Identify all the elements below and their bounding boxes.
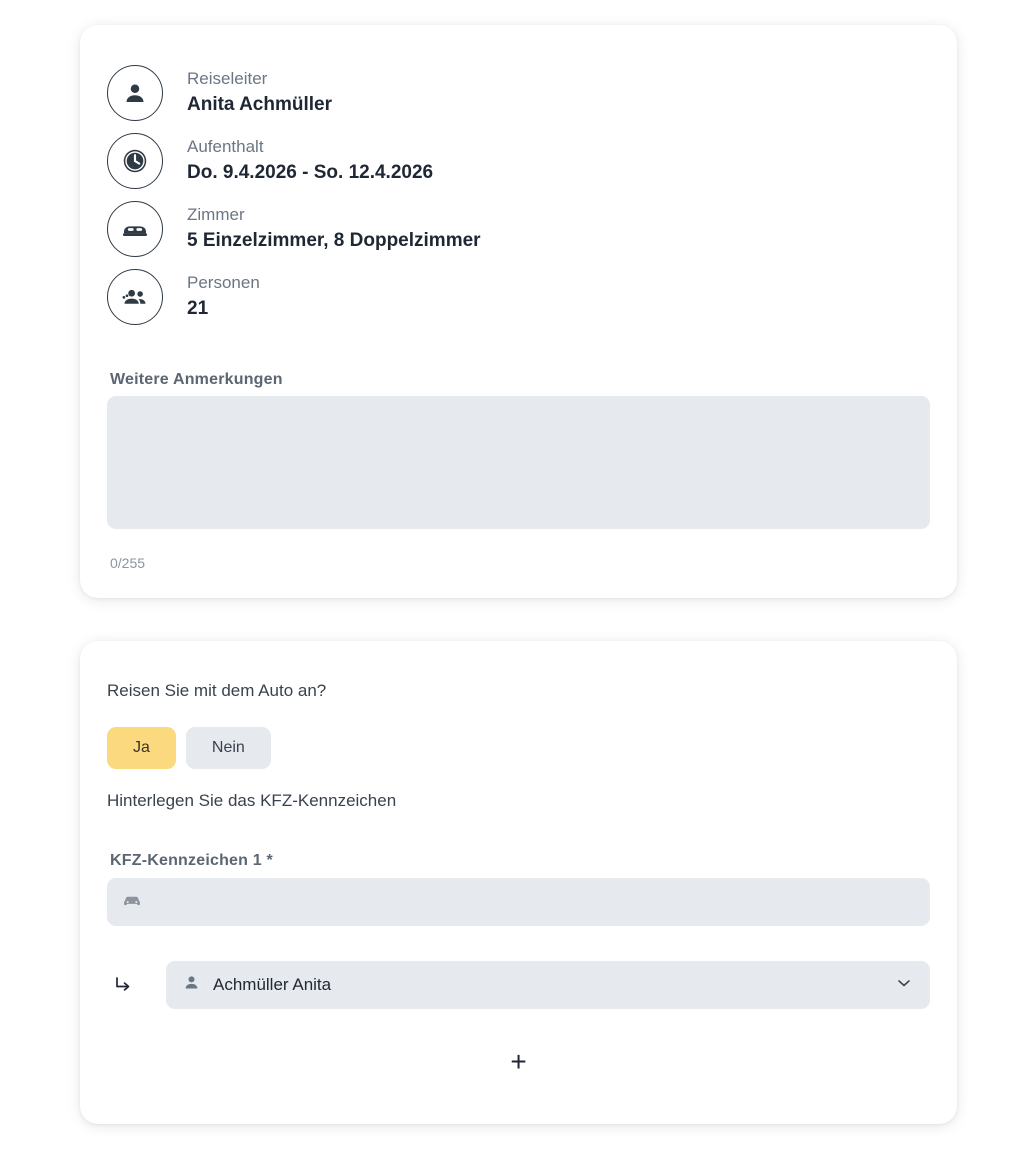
info-text-aufenthalt: [187, 136, 433, 186]
arrow-turn-down-right-icon: [107, 973, 139, 997]
info-label-personen: Personen: [187, 273, 260, 292]
info-text-reiseleiter: [187, 68, 332, 118]
plate-label: KFZ-Kennzeichen 1 *: [110, 852, 273, 869]
notes-label: Weitere Anmerkungen: [110, 371, 283, 388]
person-icon: [182, 973, 201, 997]
clock-icon: [107, 133, 163, 189]
person-select[interactable]: [166, 961, 930, 1009]
car-icon: [121, 889, 143, 916]
plate-input[interactable]: [155, 878, 916, 926]
info-value-zimmer: 5 Einzelzimmer, 8 Doppelzimmer: [187, 230, 481, 251]
car-arrival-card: [80, 641, 957, 1124]
info-label-aufenthalt: Aufenthalt: [187, 137, 264, 156]
plate-input-wrapper[interactable]: [107, 878, 930, 926]
booking-info-list: [107, 59, 481, 331]
add-plate-button[interactable]: +: [500, 1046, 536, 1078]
info-label-reiseleiter: Reiseleiter: [187, 69, 268, 88]
info-label-zimmer: Zimmer: [187, 205, 245, 224]
info-value-personen: 21: [187, 298, 209, 319]
person-select-value: Achmüller Anita: [213, 975, 332, 994]
info-row-aufenthalt: [107, 127, 481, 195]
info-text-zimmer: [187, 204, 481, 254]
car-arrival-question: Reisen Sie mit dem Auto an?: [107, 681, 327, 700]
add-plate-row: [80, 1046, 957, 1078]
plate-instruction-text: Hinterlegen Sie das KFZ-Kennzeichen: [107, 791, 397, 810]
booking-summary-card: [80, 25, 957, 598]
info-row-reiseleiter: [107, 59, 481, 127]
car-arrival-toggle-group: [107, 727, 271, 769]
person-icon: [107, 65, 163, 121]
notes-character-counter: 0/255: [110, 555, 146, 571]
info-row-personen: [107, 263, 481, 331]
people-icon: [107, 269, 163, 325]
info-text-personen: [187, 272, 260, 322]
notes-textarea[interactable]: [107, 396, 930, 529]
bed-icon: [107, 201, 163, 257]
info-row-zimmer: [107, 195, 481, 263]
plate-assignment-row: [107, 961, 930, 1009]
info-value-reiseleiter: Anita Achmüller: [187, 94, 332, 115]
info-value-aufenthalt: Do. 9.4.2026 - So. 12.4.2026: [187, 162, 434, 183]
car-arrival-yes-button[interactable]: Ja: [107, 727, 176, 769]
car-arrival-no-button[interactable]: Nein: [186, 727, 271, 769]
chevron-down-icon[interactable]: [894, 973, 914, 998]
